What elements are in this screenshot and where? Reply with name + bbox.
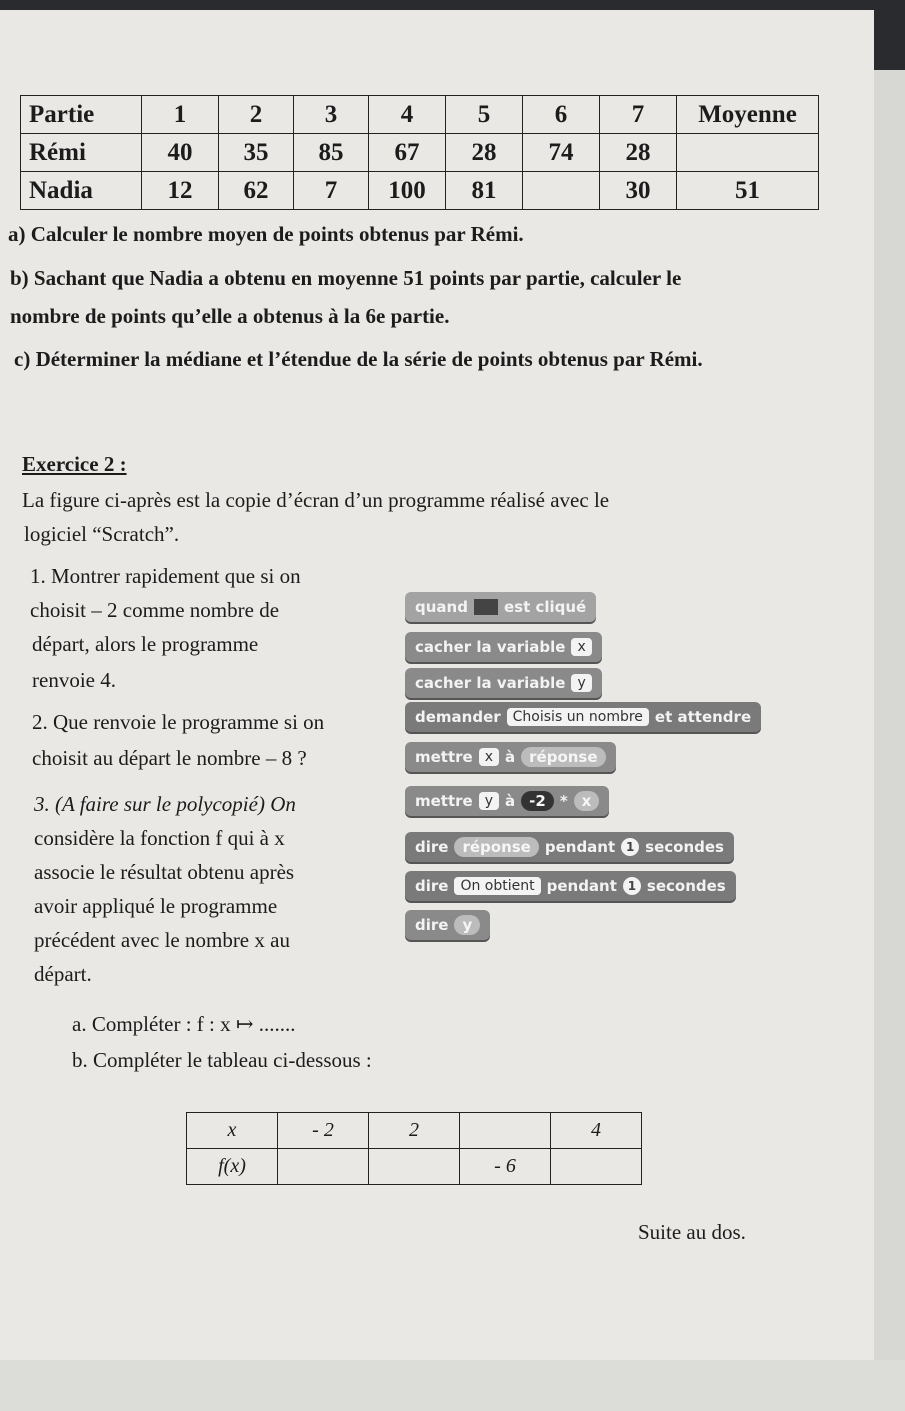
q3-line: considère la fonction f qui à x: [34, 826, 285, 850]
q1-line: renvoie 4.: [32, 668, 116, 692]
exercise2-title: Exercice 2 :: [22, 452, 127, 476]
score-table: [20, 95, 819, 210]
footer-note: Suite au dos.: [638, 1220, 746, 1244]
background-sheet: [874, 70, 905, 1360]
background-notebook: [0, 1360, 905, 1411]
table-row: f(x) - 6: [187, 1149, 642, 1185]
exercise2-intro-line1: La figure ci-après est la copie d’écran d’un programme réalisé avec le: [22, 488, 610, 512]
scratch-ask-block: demander Choisis un nombre et attendre: [405, 702, 761, 732]
q1-line: choisit – 2 comme nombre de: [30, 598, 280, 622]
q3-line: associe le résultat obtenu après: [34, 860, 295, 884]
function-table: [186, 1112, 642, 1185]
scratch-say-block: dire réponse pendant 1 secondes: [405, 832, 734, 862]
table-row: Partie 1 2 3 4 5 6 7 Moyenne: [21, 96, 819, 134]
table-row: x - 2 2 4: [187, 1113, 642, 1149]
q2-line: choisit au départ le nombre – 8 ?: [32, 746, 307, 770]
scratch-set-variable-block: mettre x à réponse: [405, 742, 616, 772]
question-a: a) Calculer le nombre moyen de points obtenus par Rémi.: [8, 222, 524, 246]
green-flag-icon: [474, 599, 498, 615]
exercise2-intro-line2: logiciel “Scratch”.: [24, 522, 180, 546]
scratch-say-block: dire On obtient pendant 1 secondes: [405, 871, 736, 901]
q3-line: 3. (A faire sur le polycopié) On: [34, 792, 296, 816]
scratch-hide-variable-block: cacher la variable x: [405, 632, 602, 662]
q3-line: précédent avec le nombre x au: [34, 928, 290, 952]
question-3a: a. Compléter : f : x ↦ .......: [72, 1012, 296, 1036]
q1-line: 1. Montrer rapidement que si on: [30, 564, 301, 588]
q3-line: avoir appliqué le programme: [34, 894, 278, 918]
q2-line: 2. Que renvoie le programme si on: [32, 710, 325, 734]
question-b-line2: nombre de points qu’elle a obtenus à la 6e partie.: [10, 304, 450, 328]
table-row: Nadia 12 62 7 100 81 30 51: [21, 172, 819, 210]
question-c: c) Déterminer la médiane et l’étendue de la série de points obtenus par Rémi.: [14, 347, 703, 371]
scratch-set-variable-block: mettre y à -2 * x: [405, 786, 609, 816]
question-b-line1: b) Sachant que Nadia a obtenu en moyenne 51 points par partie, calculer le: [10, 266, 682, 290]
question-3b: b. Compléter le tableau ci-dessous :: [72, 1048, 372, 1072]
q1-line: départ, alors le programme: [32, 632, 259, 656]
table-row: Rémi 40 35 85 67 28 74 28: [21, 134, 819, 172]
scratch-hide-variable-block: cacher la variable y: [405, 668, 602, 698]
scratch-when-flag-block: quand est cliqué: [405, 592, 596, 622]
q3-line: départ.: [34, 962, 92, 986]
scratch-say-block: dire y: [405, 910, 490, 940]
